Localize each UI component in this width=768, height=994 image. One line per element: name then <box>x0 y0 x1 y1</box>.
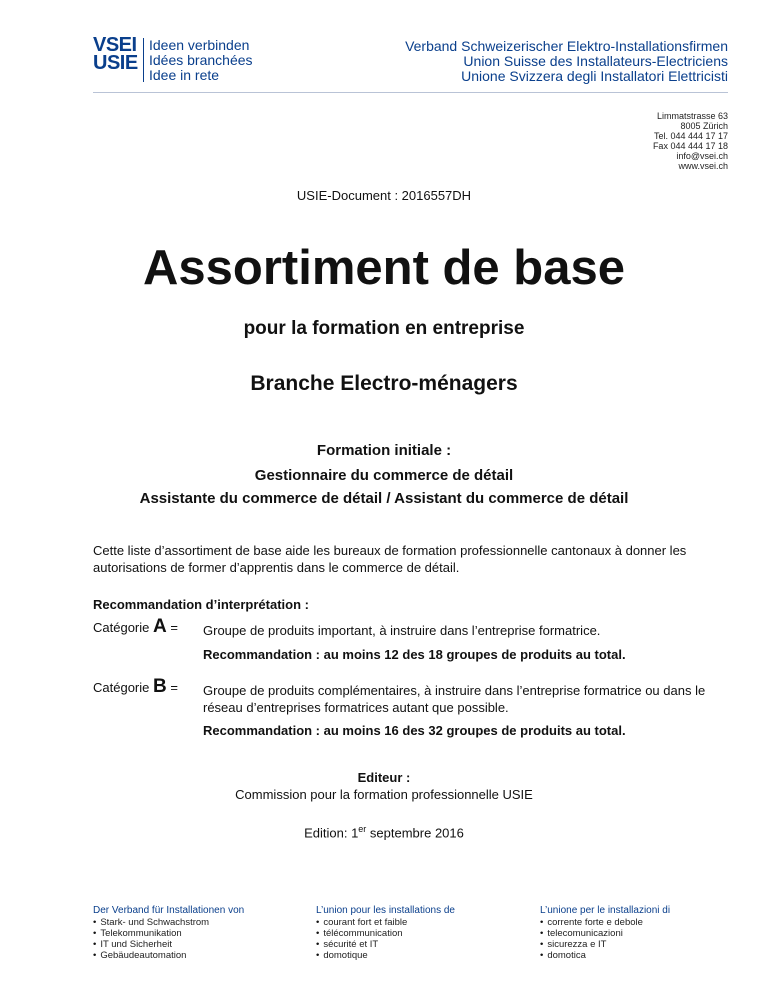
training-line-1: Gestionnaire du commerce de détail <box>254 467 514 484</box>
editor-name: Commission pour la formation professionnelle USIE <box>235 787 533 802</box>
footer-item: • Telekommunikation <box>93 928 244 939</box>
footer-item: • IT und Sicherheit <box>93 939 244 950</box>
org-name-fr: Union Suisse des Installateurs-Electriciens <box>463 53 728 69</box>
footer-list <box>540 917 670 961</box>
logo-abbr-de: VSEI <box>93 34 137 56</box>
document-title: Assortiment de base <box>143 241 625 295</box>
footer-item: • domotique <box>316 950 455 961</box>
category-letter: A <box>153 616 167 637</box>
category-prefix: Catégorie <box>93 680 150 695</box>
edition-date <box>0 821 768 841</box>
document-subtitle: pour la formation en entreprise <box>243 318 525 339</box>
footer-item: • télécommunication <box>316 928 455 939</box>
editor-label: Editeur : <box>357 770 411 785</box>
logo-abbr-fr: USIE <box>93 52 138 74</box>
edition-suffix: septembre 2016 <box>366 825 464 841</box>
organization-names <box>405 39 728 84</box>
footer-column-fr <box>316 905 455 961</box>
document-reference: USIE-Document : 2016557DH <box>296 188 472 203</box>
logo-divider <box>143 38 144 82</box>
footer-item: • corrente forte e debole <box>540 917 670 928</box>
category-letter: B <box>153 676 167 697</box>
footer-item: • courant fort et faible <box>316 917 455 928</box>
category-prefix: Catégorie <box>93 620 150 635</box>
address-fax: Fax 044 444 17 18 <box>652 141 728 151</box>
edition-prefix: Edition: 1 <box>304 825 359 841</box>
address-tel: Tel. 044 444 17 17 <box>653 131 728 141</box>
footer-list <box>93 917 244 961</box>
footer-column-it <box>540 905 670 961</box>
category-b-description: Groupe de produits complémentaires, à instruire dans l’entreprise formatrice ou dans le réseau d’entreprises formatrices autant que possible. <box>203 683 706 715</box>
category-a-description: Groupe de produits important, à instruire dans l’entreprise formatrice. <box>203 623 601 638</box>
branch-title: Branche Electro-ménagers <box>250 372 518 395</box>
footer-column-de <box>93 905 244 961</box>
category-a-label <box>93 616 178 638</box>
category-equals: = <box>170 620 178 635</box>
tagline-it: Idee in rete <box>149 67 220 83</box>
footer-item: • domotica <box>540 950 670 961</box>
footer-heading: L’union pour les installations de <box>316 905 455 916</box>
footer-heading: Der Verband für Installationen von <box>93 905 245 916</box>
tagline-de: Ideen verbinden <box>149 37 250 53</box>
org-name-de: Verband Schweizerischer Elektro-Installationsfirmen <box>405 38 728 54</box>
logo-abbreviation <box>93 36 138 72</box>
footer-list <box>316 917 455 961</box>
category-b-recommendation: Recommandation : au moins 16 des 32 groupes de produits au total. <box>203 723 626 738</box>
footer-item: • Gebäudeautomation <box>93 950 244 961</box>
footer-item: • Stark- und Schwachstrom <box>93 917 244 928</box>
footer-item: • sécurité et IT <box>316 939 455 950</box>
footer-item: • telecomunicazioni <box>540 928 670 939</box>
training-label: Formation initiale : <box>316 442 452 459</box>
address-city: 8005 Zürich <box>680 121 728 131</box>
header-divider <box>93 92 728 93</box>
address-block <box>653 111 728 171</box>
address-website[interactable]: www.vsei.ch <box>678 161 728 171</box>
org-name-it: Unione Svizzera degli Installatori Elettricisti <box>461 68 728 84</box>
category-b-label <box>93 676 178 698</box>
address-street: Limmatstrasse 63 <box>656 111 728 121</box>
category-equals: = <box>170 680 178 695</box>
address-email[interactable]: info@vsei.ch <box>676 151 728 161</box>
tagline-fr: Idées branchées <box>149 52 253 68</box>
footer-item: • sicurezza e IT <box>540 939 670 950</box>
interpretation-heading: Recommandation d’interprétation : <box>93 597 309 612</box>
category-a-recommendation: Recommandation : au moins 12 des 18 groupes de produits au total. <box>203 647 626 662</box>
logo-taglines <box>149 38 253 83</box>
intro-paragraph: Cette liste d’assortiment de base aide les bureaux de formation professionnelle cantonaux à donner les autorisations de former d’apprentis dans le commerce de détail. <box>93 543 687 575</box>
edition-superscript: er <box>358 824 367 834</box>
footer-heading: L’unione per le installazioni di <box>540 905 671 916</box>
training-line-2: Assistante du commerce de détail / Assistant du commerce de détail <box>139 490 629 507</box>
